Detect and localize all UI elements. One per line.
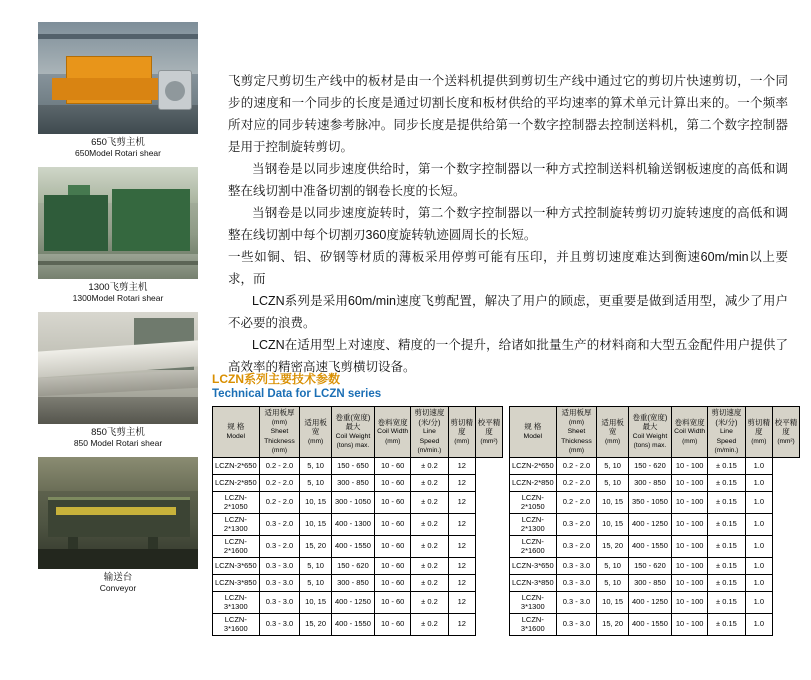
spec-table-left (212, 406, 503, 636)
cell-coil-weight: 400 - 1550 (628, 613, 671, 635)
spec-table-section (212, 372, 800, 636)
table-row (213, 574, 503, 591)
cell-speed: ± 0.15 (708, 591, 745, 613)
header-coil-width (374, 407, 410, 458)
cell-flatness: 1.0 (745, 474, 773, 491)
header-unit2: (mm) (568, 447, 585, 454)
header-en: Sheet Thickness (264, 428, 295, 445)
cell-speed: ± 0.2 (411, 535, 448, 557)
header-cut-accuracy (448, 407, 476, 458)
cell-flatness: 1.0 (745, 491, 773, 513)
cell-speed: ± 0.15 (708, 491, 745, 513)
cell-coil-weight: 300 - 850 (628, 474, 671, 491)
header-sheet-thickness (259, 407, 300, 458)
header-unit: (mm) (385, 437, 401, 445)
cell-sheet-width: 5, 10 (597, 457, 629, 474)
cell-coil-weight: 400 - 1550 (331, 535, 374, 557)
paragraph-4: 一些如铜、铝、矽钢等材质的薄板采用停剪可能有压印，并且剪切速度难达到衡速60m/min以上要求，而 (228, 250, 788, 286)
cell-speed: ± 0.2 (411, 474, 448, 491)
tables-row (212, 406, 800, 636)
cell-flatness: 12 (448, 574, 476, 591)
header-unit: (mm²) (777, 437, 795, 445)
cell-thickness: 0.3 - 3.0 (556, 574, 597, 591)
header-cn: 规 格 (227, 422, 245, 432)
cell-coil-weight: 350 - 1050 (628, 491, 671, 513)
cell-coil-width: 10 - 100 (671, 591, 707, 613)
cell-sheet-width: 5, 10 (300, 474, 332, 491)
cell-coil-width: 10 - 60 (374, 535, 410, 557)
cell-coil-width: 10 - 100 (671, 613, 707, 635)
header-sheet-width (300, 407, 332, 458)
cell-thickness: 0.3 - 3.0 (259, 574, 300, 591)
cell-thickness: 0.3 - 3.0 (556, 591, 597, 613)
cell-speed: ± 0.15 (708, 557, 745, 574)
header-en: Model (226, 432, 246, 440)
header-unit: (mm) (568, 418, 585, 426)
cell-model: LCZN-3*1600 (510, 613, 557, 635)
table-row (213, 557, 503, 574)
caption-cn: 输送台 (103, 572, 133, 583)
header-en: Coil Width (377, 428, 409, 435)
cell-coil-width: 10 - 100 (671, 513, 707, 535)
cell-model: LCZN-2*1050 (213, 491, 260, 513)
cell-sheet-width: 10, 15 (300, 491, 332, 513)
cell-thickness: 0.2 - 2.0 (556, 474, 597, 491)
header-cn: 校平精度 (477, 417, 501, 436)
cell-coil-width: 10 - 100 (671, 535, 707, 557)
paragraph-6: LCZN在适用型上对速度、精度的一个提升，给诸如批量生产的材料商和大型五金配件用户提供了高效率的精密高速飞剪横切设备。 (228, 338, 788, 374)
header-cn: 适用板厚 (264, 408, 295, 417)
cell-flatness: 1.0 (745, 535, 773, 557)
cell-coil-width: 10 - 60 (374, 613, 410, 635)
cell-speed: ± 0.15 (708, 613, 745, 635)
cell-sheet-width: 5, 10 (597, 557, 629, 574)
cell-coil-width: 10 - 100 (671, 474, 707, 491)
paragraph-5: LCZN系列是采用60m/min速度飞剪配置，解决了用户的顾虑，更重要是做到适用型，减少了用户不必要的浪费。 (228, 294, 788, 330)
photo-caption-1300 (38, 279, 198, 304)
cell-thickness: 0.3 - 3.0 (556, 557, 597, 574)
header-en: Coil Weight (632, 432, 668, 440)
cell-speed: ± 0.2 (411, 574, 448, 591)
cell-coil-weight: 400 - 1250 (628, 513, 671, 535)
cell-thickness: 0.3 - 3.0 (259, 591, 300, 613)
cell-flatness: 1.0 (745, 513, 773, 535)
cell-sheet-width: 5, 10 (300, 574, 332, 591)
cell-model: LCZN-2*1600 (213, 535, 260, 557)
photo-850-rotary-shear (38, 312, 198, 424)
cell-sheet-width: 15, 20 (300, 535, 332, 557)
header-unit: (m/min.) (714, 447, 739, 454)
cell-thickness: 0.3 - 3.0 (556, 613, 597, 635)
table-row (510, 491, 800, 513)
cell-thickness: 0.2 - 2.0 (259, 474, 300, 491)
cell-coil-weight: 400 - 1250 (628, 591, 671, 613)
cell-flatness: 12 (448, 535, 476, 557)
cell-sheet-width: 5, 10 (597, 574, 629, 591)
header-en: Line Speed (419, 428, 440, 445)
caption-cn: 650飞剪主机 (91, 137, 145, 148)
header-unit: (mm²) (480, 437, 498, 445)
cell-coil-weight: 400 - 1250 (331, 591, 374, 613)
header-en: Coil Weight (335, 432, 371, 440)
header-unit: (mm) (682, 437, 698, 445)
cell-thickness: 0.2 - 2.0 (556, 491, 597, 513)
cell-coil-weight: 300 - 850 (331, 574, 374, 591)
cell-coil-weight: 150 - 620 (628, 557, 671, 574)
cell-flatness: 1.0 (745, 457, 773, 474)
cell-speed: ± 0.2 (411, 591, 448, 613)
table-title-en: Technical Data for LCZN series (212, 388, 382, 400)
cell-sheet-width: 10, 15 (597, 491, 629, 513)
body-text (228, 70, 788, 378)
header-cn: 规 格 (524, 422, 542, 432)
cell-coil-weight: 300 - 1050 (331, 491, 374, 513)
header-en: Sheet Thickness (561, 428, 592, 445)
table-row (510, 513, 800, 535)
header-unit: (tons) max. (633, 442, 667, 450)
caption-cn: 1300飞剪主机 (88, 282, 148, 293)
caption-en: 850 Model Rotari shear (73, 438, 163, 448)
cell-thickness: 0.3 - 2.0 (259, 535, 300, 557)
table-row (213, 491, 503, 513)
header-line-speed (708, 407, 745, 458)
paragraph-3: 当钢卷是以同步速度旋转时，第二个数字控制器以一种方式控制旋转剪切刃旋转速度的高低和调整在线切割中每个切割刃360度旋转轨迹圆周长的长短。 (228, 206, 788, 242)
cell-flatness: 1.0 (745, 591, 773, 613)
cell-flatness: 12 (448, 613, 476, 635)
cell-thickness: 0.3 - 2.0 (556, 513, 597, 535)
cell-model: LCZN-3*650 (213, 557, 260, 574)
photo-block-850 (38, 312, 198, 449)
cell-sheet-width: 5, 10 (300, 557, 332, 574)
cell-sheet-width: 15, 20 (300, 613, 332, 635)
paragraph-2: 当钢卷是以同步速度供给时，第一个数字控制器以一种方式控制送料机输送钢板速度的高低和调整在线切割中准备切割的钢卷长度的长短。 (228, 162, 788, 198)
header-coil-weight (628, 407, 671, 458)
cell-thickness: 0.2 - 2.0 (259, 457, 300, 474)
table-row (213, 457, 503, 474)
cell-sheet-width: 5, 10 (300, 457, 332, 474)
cell-speed: ± 0.15 (708, 513, 745, 535)
cell-flatness: 12 (448, 591, 476, 613)
cell-coil-width: 10 - 100 (671, 457, 707, 474)
cell-model: LCZN-3*1300 (510, 591, 557, 613)
cell-model: LCZN-3*650 (510, 557, 557, 574)
header-unit: (m/min.) (417, 447, 442, 454)
cell-model: LCZN-2*850 (510, 474, 557, 491)
cell-model: LCZN-3*1600 (213, 613, 260, 635)
cell-coil-weight: 150 - 620 (331, 557, 374, 574)
cell-model: LCZN-3*850 (213, 574, 260, 591)
header-en: Coil Width (674, 428, 706, 435)
photo-caption-850 (38, 424, 198, 449)
cell-model: LCZN-2*650 (213, 457, 260, 474)
header-model (213, 407, 260, 458)
header-line-speed (411, 407, 448, 458)
table-body-right (510, 457, 800, 635)
caption-en: 650Model Rotari shear (75, 148, 161, 158)
cell-thickness: 0.3 - 2.0 (556, 535, 597, 557)
cell-coil-width: 10 - 100 (671, 574, 707, 591)
header-cn: 剪切速度(米/分) (711, 408, 742, 427)
table-body-left (213, 457, 503, 635)
caption-cn: 850飞剪主机 (91, 427, 145, 438)
cell-sheet-width: 10, 15 (300, 591, 332, 613)
cell-speed: ± 0.2 (411, 457, 448, 474)
cell-model: LCZN-2*1300 (510, 513, 557, 535)
header-unit2: (mm) (271, 447, 288, 454)
cell-model: LCZN-2*1600 (510, 535, 557, 557)
cell-coil-weight: 400 - 1550 (331, 613, 374, 635)
photo-1300-rotary-shear (38, 167, 198, 279)
table-row (510, 574, 800, 591)
cell-thickness: 0.3 - 3.0 (259, 613, 300, 635)
cell-model: LCZN-3*850 (510, 574, 557, 591)
cell-sheet-width: 15, 20 (597, 613, 629, 635)
photo-block-1300 (38, 167, 198, 304)
cell-model: LCZN-3*1300 (213, 591, 260, 613)
table-row (213, 513, 503, 535)
cell-coil-width: 10 - 60 (374, 557, 410, 574)
cell-speed: ± 0.2 (411, 557, 448, 574)
cell-speed: ± 0.2 (411, 491, 448, 513)
header-cn: 剪切精度 (747, 417, 771, 436)
header-unit: (mm) (605, 437, 621, 445)
header-cn: 卷重(宽度)最大 (632, 412, 668, 432)
table-row (510, 474, 800, 491)
cell-flatness: 12 (448, 474, 476, 491)
table-row (213, 613, 503, 635)
cell-speed: ± 0.15 (708, 474, 745, 491)
cell-thickness: 0.3 - 3.0 (259, 557, 300, 574)
header-unit: (tons) max. (336, 442, 370, 450)
header-unit: (mm) (308, 437, 324, 445)
table-header-row (510, 407, 800, 458)
cell-coil-weight: 300 - 850 (628, 574, 671, 591)
header-en: Model (523, 432, 543, 440)
table-row (510, 591, 800, 613)
header-en: Line Speed (716, 428, 737, 445)
photo-block-650 (38, 22, 198, 159)
cell-thickness: 0.2 - 2.0 (259, 491, 300, 513)
cell-flatness: 12 (448, 491, 476, 513)
cell-speed: ± 0.15 (708, 535, 745, 557)
header-cut-accuracy (745, 407, 773, 458)
cell-model: LCZN-2*650 (510, 457, 557, 474)
cell-flatness: 1.0 (745, 574, 773, 591)
photo-caption-conveyor (38, 569, 198, 594)
header-cn: 适用板宽 (601, 417, 624, 436)
cell-model: LCZN-2*1050 (510, 491, 557, 513)
table-row (510, 535, 800, 557)
photo-650-rotary-shear (38, 22, 198, 134)
cell-coil-weight: 300 - 850 (331, 474, 374, 491)
cell-coil-width: 10 - 100 (671, 557, 707, 574)
photo-caption-650 (38, 134, 198, 159)
cell-model: LCZN-2*1300 (213, 513, 260, 535)
header-coil-width (671, 407, 707, 458)
header-cn: 卷重(宽度)最大 (335, 412, 371, 432)
cell-coil-weight: 400 - 1300 (331, 513, 374, 535)
header-flatness (773, 407, 800, 458)
header-coil-weight (331, 407, 374, 458)
header-cn: 卷料宽度 (674, 417, 705, 427)
cell-coil-width: 10 - 60 (374, 474, 410, 491)
header-model (510, 407, 557, 458)
header-cn: 适用板宽 (304, 417, 327, 436)
photo-block-conveyor (38, 457, 198, 594)
header-sheet-width (597, 407, 629, 458)
header-cn: 剪切精度 (450, 417, 474, 436)
photo-column (38, 22, 198, 602)
header-flatness (476, 407, 503, 458)
cell-coil-width: 10 - 100 (671, 491, 707, 513)
cell-flatness: 1.0 (745, 557, 773, 574)
table-row (510, 457, 800, 474)
header-cn: 剪切速度(米/分) (414, 408, 445, 427)
table-row (213, 535, 503, 557)
spec-table-right (509, 406, 800, 636)
cell-speed: ± 0.15 (708, 457, 745, 474)
cell-sheet-width: 5, 10 (597, 474, 629, 491)
cell-speed: ± 0.2 (411, 513, 448, 535)
cell-coil-width: 10 - 60 (374, 457, 410, 474)
caption-en: Conveyor (99, 583, 137, 593)
cell-coil-width: 10 - 60 (374, 574, 410, 591)
cell-sheet-width: 10, 15 (300, 513, 332, 535)
table-row (213, 474, 503, 491)
cell-speed: ± 0.2 (411, 613, 448, 635)
header-unit: (mm) (454, 437, 470, 445)
cell-coil-width: 10 - 60 (374, 591, 410, 613)
cell-coil-weight: 400 - 1550 (628, 535, 671, 557)
cell-coil-width: 10 - 60 (374, 491, 410, 513)
header-unit: (mm) (751, 437, 767, 445)
cell-flatness: 12 (448, 557, 476, 574)
table-row (510, 557, 800, 574)
table-row (510, 613, 800, 635)
table-row (213, 591, 503, 613)
cell-sheet-width: 10, 15 (597, 513, 629, 535)
cell-coil-weight: 150 - 650 (331, 457, 374, 474)
cell-thickness: 0.2 - 2.0 (556, 457, 597, 474)
cell-flatness: 1.0 (745, 613, 773, 635)
cell-model: LCZN-2*850 (213, 474, 260, 491)
caption-en: 1300Model Rotari shear (72, 293, 164, 303)
header-unit: (mm) (271, 418, 288, 426)
header-sheet-thickness (556, 407, 597, 458)
table-title-cn: LCZN系列主要技术参数 (212, 372, 340, 386)
header-cn: 卷料宽度 (377, 417, 408, 427)
photo-conveyor (38, 457, 198, 569)
cell-coil-weight: 150 - 620 (628, 457, 671, 474)
header-cn: 校平精度 (774, 417, 798, 436)
cell-speed: ± 0.15 (708, 574, 745, 591)
cell-flatness: 12 (448, 513, 476, 535)
header-cn: 适用板厚 (561, 408, 592, 417)
paragraph-1: 飞剪定尺剪切生产线中的板材是由一个送料机提供到剪切生产线中通过它的剪切片快速剪切，一个同步的速度和一个同步的长度是通过切割长度和板材供给的平均速率的算术单元计算出来的。一个频率所对应的同步转速参考脉冲。同步长度是提供给第一个数字控制器去控制送料机，第二个数字控制器是用于控制旋转剪切。 (228, 74, 788, 154)
cell-coil-width: 10 - 60 (374, 513, 410, 535)
cell-flatness: 12 (448, 457, 476, 474)
cell-thickness: 0.3 - 2.0 (259, 513, 300, 535)
cell-sheet-width: 15, 20 (597, 535, 629, 557)
cell-sheet-width: 10, 15 (597, 591, 629, 613)
table-header-row (213, 407, 503, 458)
